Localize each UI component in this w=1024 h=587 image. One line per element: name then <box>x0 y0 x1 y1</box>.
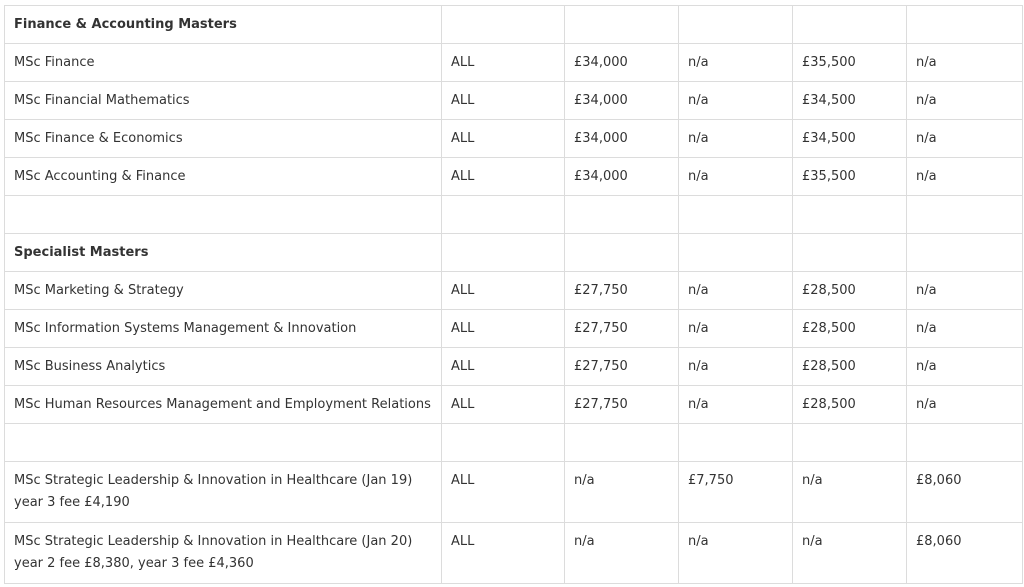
fee-cell: £34,000 <box>565 82 679 120</box>
fee-cell: £34,000 <box>565 44 679 82</box>
table-cell <box>5 424 442 462</box>
fee-cell: £27,750 <box>565 272 679 310</box>
fee-cell: n/a <box>679 386 793 424</box>
intake-cell: ALL <box>442 120 565 158</box>
programme-name: MSc Human Resources Management and Employment Relations <box>5 386 442 424</box>
table-row <box>5 44 1023 82</box>
table-cell <box>565 6 679 44</box>
table-row-spacer <box>5 196 1023 234</box>
table-cell <box>442 196 565 234</box>
table-cell <box>679 424 793 462</box>
fee-cell: £35,500 <box>793 158 907 196</box>
fee-cell: n/a <box>907 44 1023 82</box>
table-cell <box>793 234 907 272</box>
table-cell <box>679 6 793 44</box>
fee-cell: £28,500 <box>793 348 907 386</box>
fee-cell: £28,500 <box>793 310 907 348</box>
table-cell <box>565 234 679 272</box>
table-cell <box>442 424 565 462</box>
fee-cell: £27,750 <box>565 310 679 348</box>
table-cell <box>565 196 679 234</box>
fee-cell: n/a <box>907 386 1023 424</box>
table-row <box>5 462 1023 523</box>
intake-cell: ALL <box>442 44 565 82</box>
table-cell <box>793 196 907 234</box>
fee-cell: £27,750 <box>565 386 679 424</box>
fee-cell: £8,060 <box>907 462 1023 523</box>
table-row <box>5 348 1023 386</box>
programme-name: MSc Strategic Leadership & Innovation in Healthcare (Jan 20) year 2 fee £8,380, year 3 fee £4,360 <box>5 523 442 584</box>
fee-cell: n/a <box>679 120 793 158</box>
programme-name: MSc Financial Mathematics <box>5 82 442 120</box>
programme-name: MSc Information Systems Management & Innovation <box>5 310 442 348</box>
table-row <box>5 386 1023 424</box>
table-cell <box>442 6 565 44</box>
fee-cell: n/a <box>679 523 793 584</box>
fee-cell: n/a <box>679 82 793 120</box>
fee-cell: n/a <box>907 120 1023 158</box>
intake-cell: ALL <box>442 310 565 348</box>
table-cell <box>565 424 679 462</box>
table-cell <box>793 424 907 462</box>
programme-name: MSc Accounting & Finance <box>5 158 442 196</box>
table-cell <box>907 6 1023 44</box>
fee-cell: £28,500 <box>793 272 907 310</box>
fee-cell: £28,500 <box>793 386 907 424</box>
table-cell <box>442 234 565 272</box>
table-row-spacer <box>5 424 1023 462</box>
table-row <box>5 310 1023 348</box>
table-cell <box>907 424 1023 462</box>
intake-cell: ALL <box>442 348 565 386</box>
group-heading: Finance & Accounting Masters <box>5 6 442 44</box>
fees-table <box>4 5 1023 584</box>
group-heading: Specialist Masters <box>5 234 442 272</box>
fee-cell: n/a <box>793 462 907 523</box>
fee-cell: n/a <box>907 348 1023 386</box>
table-row <box>5 158 1023 196</box>
fee-cell: £35,500 <box>793 44 907 82</box>
table-row <box>5 82 1023 120</box>
fee-cell: n/a <box>793 523 907 584</box>
table-cell <box>679 234 793 272</box>
table-cell <box>793 6 907 44</box>
fee-cell: n/a <box>679 348 793 386</box>
intake-cell: ALL <box>442 158 565 196</box>
fee-cell: £7,750 <box>679 462 793 523</box>
programme-name: MSc Finance <box>5 44 442 82</box>
intake-cell: ALL <box>442 82 565 120</box>
intake-cell: ALL <box>442 386 565 424</box>
fee-cell: £27,750 <box>565 348 679 386</box>
table-row-group-header <box>5 234 1023 272</box>
programme-name: MSc Strategic Leadership & Innovation in Healthcare (Jan 19) year 3 fee £4,190 <box>5 462 442 523</box>
fee-cell: £34,500 <box>793 82 907 120</box>
fee-cell: n/a <box>907 310 1023 348</box>
table-cell <box>907 234 1023 272</box>
programme-name: MSc Finance & Economics <box>5 120 442 158</box>
fee-cell: £34,000 <box>565 158 679 196</box>
fee-cell: n/a <box>907 158 1023 196</box>
fee-cell: n/a <box>679 272 793 310</box>
programme-name: MSc Business Analytics <box>5 348 442 386</box>
table-cell <box>907 196 1023 234</box>
table-row <box>5 523 1023 584</box>
table-cell <box>5 196 442 234</box>
fee-cell: n/a <box>565 523 679 584</box>
intake-cell: ALL <box>442 462 565 523</box>
fee-cell: n/a <box>907 272 1023 310</box>
fee-cell: £34,000 <box>565 120 679 158</box>
table-row <box>5 120 1023 158</box>
fee-cell: n/a <box>679 44 793 82</box>
fee-cell: n/a <box>679 158 793 196</box>
fee-cell: n/a <box>907 82 1023 120</box>
table-row-group-header <box>5 6 1023 44</box>
fee-cell: n/a <box>679 310 793 348</box>
fee-cell: £34,500 <box>793 120 907 158</box>
intake-cell: ALL <box>442 272 565 310</box>
programme-name: MSc Marketing & Strategy <box>5 272 442 310</box>
table-cell <box>679 196 793 234</box>
fee-cell: £8,060 <box>907 523 1023 584</box>
fee-cell: n/a <box>565 462 679 523</box>
table-row <box>5 272 1023 310</box>
intake-cell: ALL <box>442 523 565 584</box>
